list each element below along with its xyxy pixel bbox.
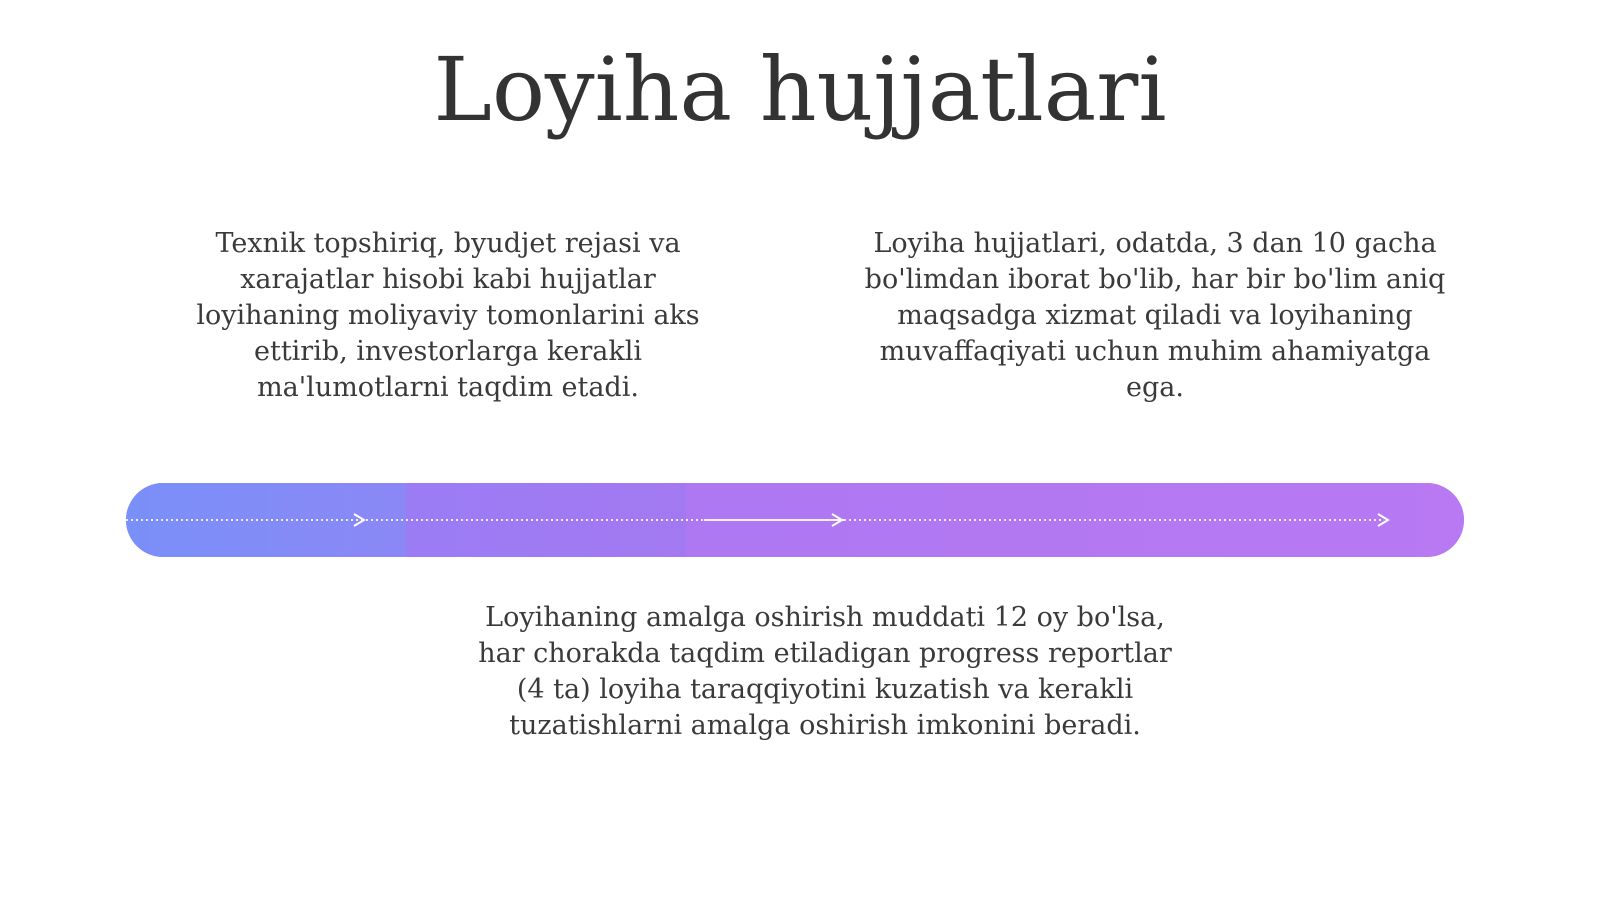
slide-title: Loyiha hujjatlari	[433, 38, 1167, 141]
arrow-head-1-icon	[354, 514, 364, 526]
timeline-arrows	[126, 483, 1464, 557]
left-paragraph: Texnik topshiriq, byudjet rejasi va xarajatlar hisobi kabi hujjatlar loyihaning moliyaviy tomonlarini aks ettirib, investorlarga kerakli ma'lumotlarni taqdim etadi.	[196, 228, 700, 403]
right-paragraph: Loyiha hujjatlari, odatda, 3 dan 10 gacha bo'limdan iborat bo'lib, har bir bo'lim aniq maqsadga xizmat qiladi va loyihaning muvaffaqiyati uchun muhim ahamiyatga ega.	[864, 228, 1446, 403]
bottom-paragraph: Loyihaning amalga oshirish muddati 12 oy bo'lsa, har chorakda taqdim etiladigan progress reportlar (4 ta) loyiha taraqqiyotini kuzatish va kerakli tuzatishlarni amalga oshirish imkonini beradi.	[478, 602, 1172, 741]
timeline-bar	[126, 483, 1464, 557]
